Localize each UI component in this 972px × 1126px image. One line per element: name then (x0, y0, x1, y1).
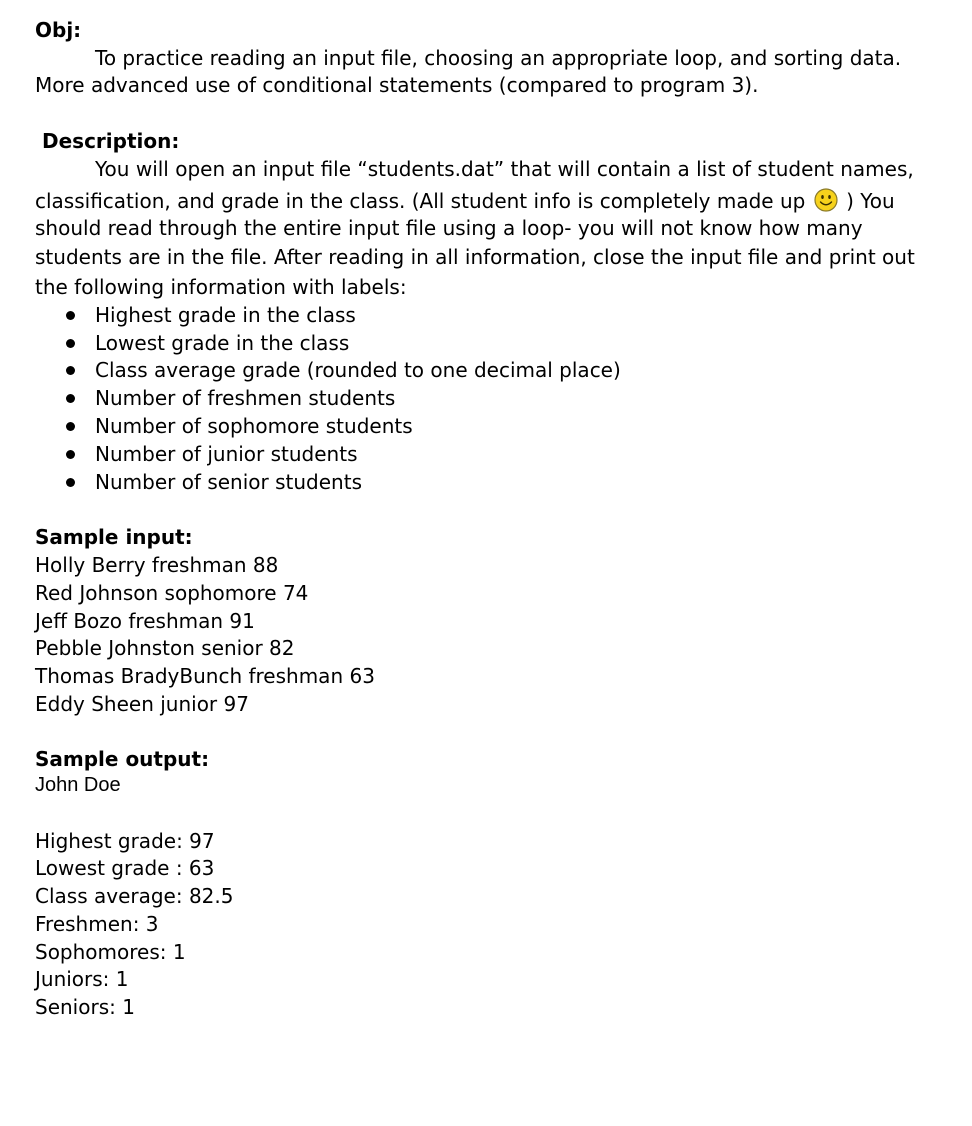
sample-output-line: Seniors: 1 (35, 995, 135, 1019)
sample-input-line: Thomas BradyBunch freshman 63 (35, 664, 375, 688)
bullet-text: Number of senior students (95, 470, 362, 494)
sample-input-line: Pebble Johnston senior 82 (35, 636, 295, 660)
bullet-dot (66, 478, 75, 487)
sample-input-line: Red Johnson sophomore 74 (35, 581, 309, 605)
description-line-1: You will open an input file “students.dat” that will contain a list of student names, (95, 157, 914, 181)
smiley-face-icon (814, 188, 838, 212)
bullet-text: Highest grade in the class (95, 303, 356, 327)
description-line-5: the following information with labels: (35, 275, 407, 299)
sample-output-name: John Doe (35, 774, 121, 796)
sample-output-line: Highest grade: 97 (35, 829, 215, 853)
description-line-3: should read through the entire input file using a loop- you will not know how many (35, 216, 863, 240)
sample-input-line: Jeff Bozo freshman 91 (35, 609, 255, 633)
objective-heading: Obj: (35, 18, 82, 42)
bullet-text: Number of junior students (95, 442, 358, 466)
description-line-2-text: classification, and grade in the class. (All student info is completely made up (35, 189, 806, 213)
sample-input-line: Eddy Sheen junior 97 (35, 692, 249, 716)
description-line-4: students are in the file. After reading in all information, close the input file and print out (35, 245, 915, 269)
sample-output-line: Freshmen: 3 (35, 912, 159, 936)
sample-output-line: Juniors: 1 (35, 967, 129, 991)
description-line-2-end: ) You (846, 189, 895, 213)
sample-output-line: Class average: 82.5 (35, 884, 234, 908)
objective-line-2: More advanced use of conditional statements (compared to program 3). (35, 73, 759, 97)
bullet-dot (66, 311, 75, 320)
sample-output-heading: Sample output: (35, 747, 210, 771)
sample-input-line: Holly Berry freshman 88 (35, 553, 279, 577)
bullet-dot (66, 339, 75, 348)
description-line-2 (35, 188, 895, 212)
sample-output-line: Sophomores: 1 (35, 940, 186, 964)
bullet-dot (66, 450, 75, 459)
sample-output-line: Lowest grade : 63 (35, 856, 215, 880)
bullet-dot (66, 394, 75, 403)
sample-input-heading: Sample input: (35, 525, 193, 549)
bullet-text: Lowest grade in the class (95, 331, 350, 355)
bullet-dot (66, 422, 75, 431)
bullet-text: Class average grade (rounded to one decimal place) (95, 358, 621, 382)
objective-line-1: To practice reading an input file, choosing an appropriate loop, and sorting data. (95, 46, 902, 70)
bullet-dot (66, 366, 75, 375)
bullet-text: Number of freshmen students (95, 386, 396, 410)
bullet-text: Number of sophomore students (95, 414, 413, 438)
description-heading: Description: (42, 129, 180, 153)
